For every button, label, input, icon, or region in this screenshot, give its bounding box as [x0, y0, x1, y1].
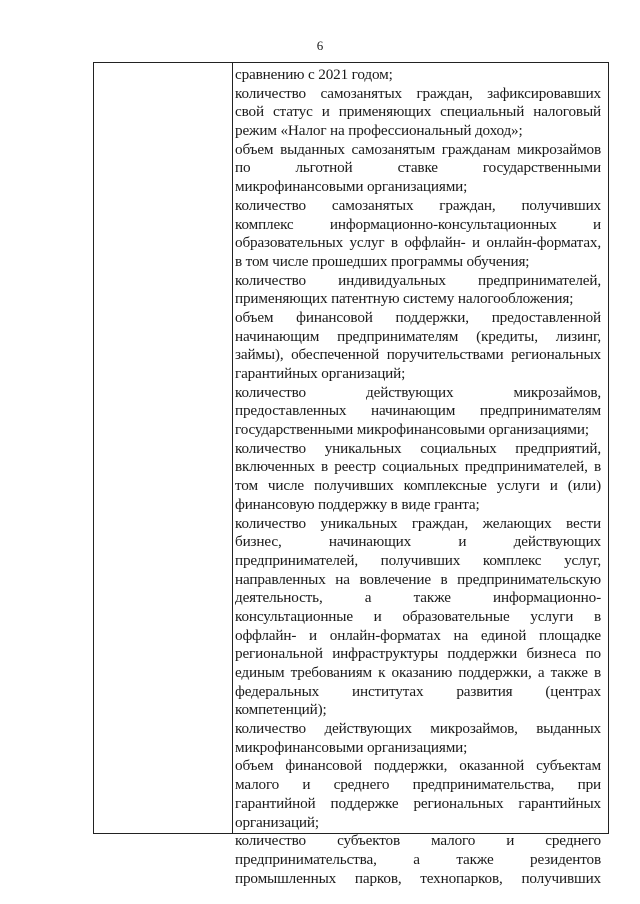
text-line: единым требованиям к оказанию поддержки, а также в: [235, 664, 601, 681]
text-line: гарантийных организаций;: [235, 365, 406, 382]
text-line: микрофинансовыми организациями;: [235, 178, 468, 196]
text-line: бизнес, начинающих и действующих: [235, 533, 601, 551]
text-line: применяющих патентную систему налогообложения;: [235, 290, 574, 308]
text-line: объем финансовой поддержки, предоставленной: [235, 308, 601, 326]
text-line: в том числе прошедших программы обучения;: [235, 252, 530, 270]
text-line: объем выданных самозанятым гражданам микрозаймов: [235, 140, 601, 158]
text-line: гарантийной поддержке региональных гарантийных: [235, 794, 601, 812]
document-table: [93, 62, 609, 887]
text-line: количество действующих микрозаймов,: [235, 383, 601, 401]
table-right-cell: [234, 66, 601, 888]
text-line: государственными микрофинансовыми организациями;: [235, 421, 589, 439]
text-line: оффлайн- и онлайн-форматах на единой площадке: [235, 626, 601, 644]
text-line: направленных на вовлечение в предпринимательскую: [235, 570, 601, 588]
text-line: количество индивидуальных предпринимателей,: [235, 271, 601, 289]
text-line: количество самозанятых граждан, зафиксировавших: [235, 84, 601, 102]
column-divider: [232, 63, 233, 833]
text-line: образовательных услуг в оффлайн- и онлайн-форматах,: [235, 234, 601, 252]
table-left-cell: [94, 63, 232, 833]
text-line: объем финансовой поддержки, оказанной субъектам: [235, 757, 601, 775]
text-line: промышленных парков, технопарков, получивших: [235, 869, 601, 887]
text-line: количество субъектов малого и среднего: [235, 832, 601, 850]
text-line: по льготной ставке государственными: [235, 159, 601, 177]
text-line: режим «Налог на профессиональный доход»;: [235, 122, 523, 140]
text-line: начинающим предпринимателям (кредиты, лизинг,: [235, 327, 601, 345]
text-line: сравнению с 2021 годом;: [235, 66, 393, 83]
text-line: предпринимательства, а также резидентов: [235, 850, 601, 868]
text-line: количество действующих микрозаймов, выданных: [235, 720, 601, 738]
text-line: том числе получивших комплексные услуги и (или): [235, 477, 601, 495]
text-line: организаций;: [235, 813, 319, 831]
text-line: региональной инфраструктуры поддержки бизнеса по: [235, 645, 601, 663]
text-line: включенных в реестр социальных предпринимателей, в: [235, 458, 601, 476]
text-line: компетенций);: [235, 701, 327, 719]
text-line: займы), обеспеченной поручительствами региональных: [235, 346, 601, 364]
text-line: количество уникальных граждан, желающих вести: [235, 514, 601, 532]
text-line: предоставленных начинающим предпринимателям: [235, 402, 601, 420]
text-line: свой статус и применяющих специальный налоговый: [235, 103, 601, 121]
text-line: количество уникальных социальных предприятий,: [235, 439, 601, 457]
text-line: федеральных институтах развития (центрах: [235, 682, 601, 700]
text-line: финансовую поддержку в виде гранта;: [235, 495, 480, 513]
text-line: малого и среднего предпринимательства, при: [235, 776, 601, 794]
page-number: 6: [316, 38, 324, 53]
text-line: деятельность, а также информационно-: [235, 589, 601, 607]
text-line: микрофинансовыми организациями;: [235, 738, 468, 756]
text-line: комплекс информационно-консультационных и: [235, 215, 601, 233]
text-line: количество самозанятых граждан, получивших: [235, 196, 601, 214]
text-line: предпринимателей, получивших комплекс услуг,: [235, 551, 601, 569]
text-line: консультационные и образовательные услуги в: [235, 607, 601, 625]
